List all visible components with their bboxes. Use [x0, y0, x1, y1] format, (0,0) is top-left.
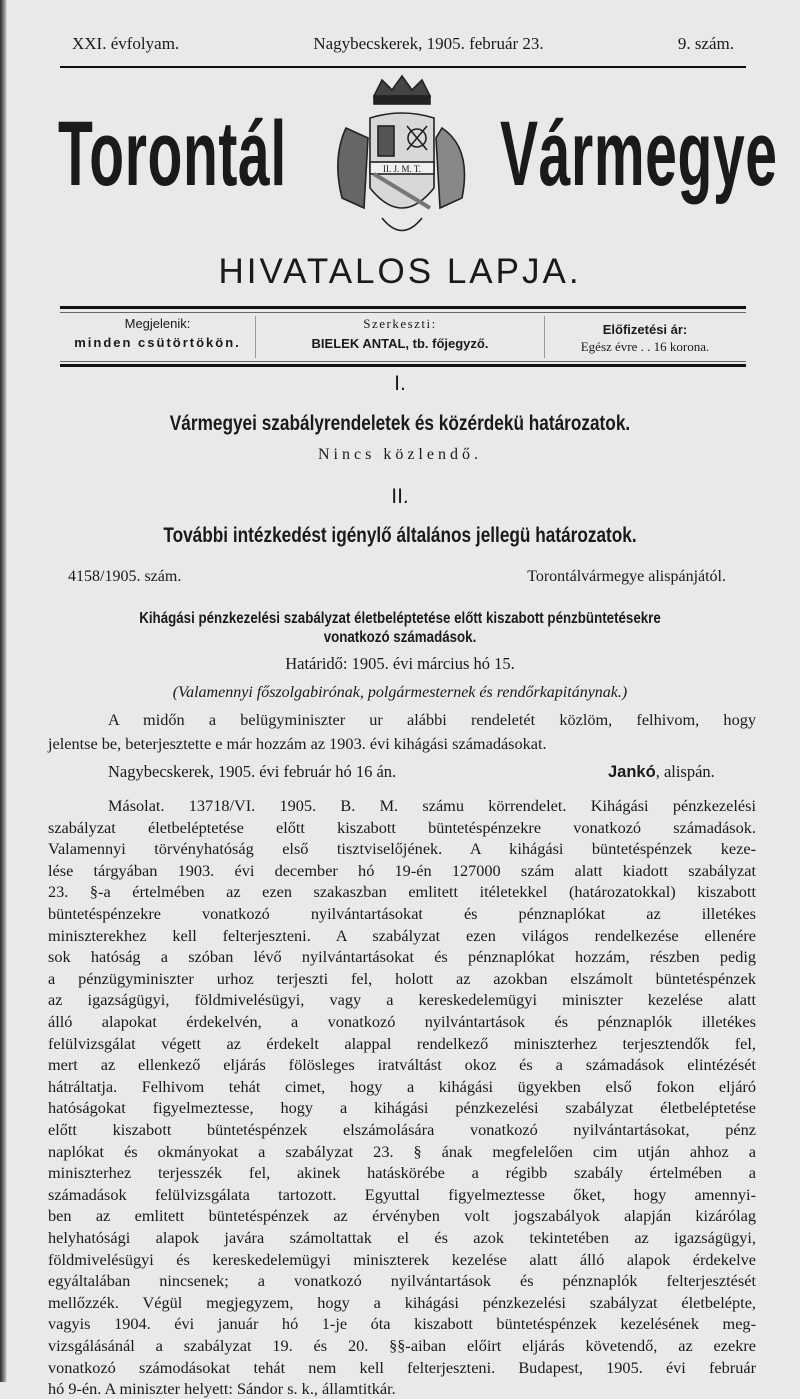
article-number: 4158/1905. szám. — [68, 568, 182, 585]
place-date: Nagybecskerek, 1905. február 23. — [313, 34, 544, 53]
body-line: naplókat és okmányokat a szabályzat 23. § ának megfelelően cim utján ahhoz a — [48, 1141, 756, 1161]
issue-number: 9. szám. — [677, 34, 734, 53]
section-1-note: Nincs közlendő. — [318, 446, 482, 463]
info-appears — [60, 316, 255, 358]
info-rule-bottom-thin — [60, 361, 746, 362]
body-line: az igazságügyi, földmivelésügyi, vagy a kereskedelemügyi miniszter kezelése alatt — [48, 990, 756, 1010]
signed-title: , alispán. — [655, 762, 715, 781]
body-line: Másolat. 13718/VI. 1905. B. M. számu körrendelet. Kihágási pénzkezelési — [108, 796, 756, 815]
intro-line: jelentse be, beterjesztette e már hozzám az 1903. évi kihágási számadásokat. — [48, 734, 547, 753]
appears-value: minden csütörtökön. — [74, 335, 241, 350]
body-line: vonatkozó számodásokat tehát nem kell felterjeszteni. Budapest, 1905. évi február — [48, 1357, 756, 1377]
signature — [608, 762, 715, 782]
info-editor — [256, 316, 544, 358]
coat-of-arms-icon — [312, 68, 492, 248]
body-line: földmivelésügyi és kereskedelemügyi miniszterek kezelése alatt álló alapok érdekelve — [48, 1249, 756, 1269]
article-from: Torontálvármegye alispánjától. — [527, 568, 726, 585]
addressees: (Valamennyi főszolgabirónak, polgármesternek és rendőrkapitánynak.) — [172, 684, 628, 701]
article-title-line: Kihágási pénzkezelési szabályzat életbeléptetése előtt kiszabott pénzbüntetésekre — [139, 610, 661, 627]
crest-text: II. J. M. T. — [383, 164, 421, 174]
signed-name: Jankó — [608, 763, 656, 781]
section-2-heading: További intézkedést igénylő általános jellegü határozatok. — [163, 524, 637, 547]
body-line: hatóságokat figyelmeztesse, hogy a kihágási pénzkezelési szabályzat életbeléptetése — [48, 1098, 756, 1118]
body-line: felülvizsgálat végett az érdekelt alappal rendelkező miniszterhez terjesztendők fel, — [48, 1033, 756, 1053]
subtitle: HIVATALOS LAPJA. — [218, 252, 582, 291]
title-right: Vármegye — [500, 103, 778, 205]
body-line: vagyis 1904. évi január hó 1-je óta kiszabott büntetéspénzek kezelésének meg- — [48, 1314, 756, 1334]
editor-value: BIELEK ANTAL, tb. főjegyző. — [311, 336, 489, 351]
masthead-top — [72, 34, 734, 54]
article-title — [56, 609, 744, 647]
info-rule-top — [60, 306, 746, 309]
body-line: mert az ellenkező eljárás fölösleges iratváltást okoz és a számadások elintézését — [48, 1055, 756, 1075]
intro-line: A midőn a belügyminiszter ur alábbi rendeletét közlöm, felhivom, hogy — [108, 710, 756, 729]
deadline: Határidő: 1905. évi március hó 15. — [285, 654, 515, 673]
body-line: vizsgálásánál a szabályzat 19. és 20. §§-aiban előirt eljárás követendő, az ezekre — [48, 1336, 756, 1355]
body-line: mellőzzék. Végül megjegyzem, hogy a kihágási pénzkezelési szabályzat életbelépte, — [48, 1292, 756, 1312]
info-price — [545, 316, 745, 358]
body-line: Valamennyi törvényhatóság első tisztviselőjének. A kihágási büntetéspénzek keze- — [48, 839, 756, 859]
signed-place: Nagybecskerek, 1905. évi február hó 16 án. — [108, 762, 397, 781]
section-1-numeral: I. — [394, 372, 406, 395]
body-line: 23. §-a értelmében az ezen szakaszban emlitett itéletekkel (határozatokkal) kiszabott — [48, 882, 756, 902]
body-line: miniszterhez terjesszék fel, akinek hatáskörébe a régibb szabály értelmében a — [48, 1163, 756, 1183]
body-line: ben az emlitett büntetéspénzek az érvényben volt jogszabályok alapján kizárólag — [48, 1206, 756, 1226]
title-left: Torontál — [58, 103, 287, 205]
article-title-line: vonatkozó számadások. — [323, 629, 477, 646]
editor-label: Szerkeszti: — [363, 316, 437, 331]
price-label: Előfizetési ár: — [602, 322, 688, 337]
body-line: egyáltalában nincsenek; a vonatkozó nyilvántartások és pénznaplók felterjesztését — [48, 1271, 756, 1291]
body-line: miniszterekhez kell felterjeszteni. A szabályzat ezen világos rendelkezése ellenére — [48, 925, 756, 945]
body-line: szabályzat életbeléptetése előtt kiszabott büntetéspénzekre vonatkozó számadások. — [48, 817, 756, 837]
price-value: Egész évre . . 16 korona. — [580, 339, 710, 354]
body-line: hó 9-én. A miniszter helyett: Sándor s. k., államtitkár. — [48, 1379, 396, 1399]
body-line: helyhatósági alapok javára számoltattak el és azok tekintetében az igazságügyi, — [48, 1228, 756, 1247]
body-line: előtt kiszabott büntetéspénzek elszámolására vonatkozó nyilvántartásokat, pénz — [48, 1120, 756, 1139]
body-line: álló alapokat érdekelvén, a vonatkozó nyilvántartások és pénznaplók illetékes — [48, 1012, 756, 1031]
info-rule-bottom — [60, 364, 746, 367]
article-meta — [68, 568, 726, 586]
appears-label: Megjelenik: — [124, 316, 191, 331]
body-line: lése tárgyában 1903. évi december hó 19-én 127000 szám alatt kiadott szabályzat — [48, 860, 756, 880]
info-rule-top-thin — [60, 312, 746, 313]
section-2-numeral: II. — [391, 485, 409, 508]
body-line: hátráltatja. Felhivom tehát cimet, hogy a kihágási ügyekben első fokon eljáró — [48, 1076, 756, 1096]
body-line: büntetéspénzekre vonatkozó nyilvántartásokat és pénznaplókat az illetékes — [48, 904, 756, 923]
section-1-heading: Vármegyei szabályrendeletek és közérdekü határozatok. — [169, 412, 631, 435]
volume: XXI. évfolyam. — [72, 34, 180, 53]
body-line: sok hatóság a szóban lévő nyilvántartásokat és pénznaplókat hozzám, részben pedig — [48, 947, 756, 967]
body-line: a pénzügyminiszter urhoz terjeszti fel, holott az azokban elszámolt büntetéspénzek — [48, 968, 756, 988]
body-line: számadások felülvizsgálata tartozott. Egyuttal figyelmeztesse őket, hogy amennyi- — [48, 1184, 756, 1204]
